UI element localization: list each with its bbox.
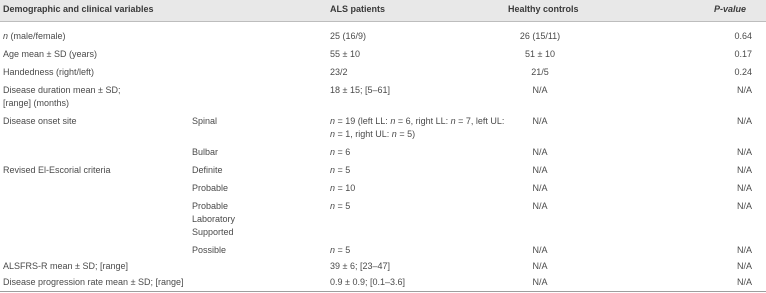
row-onset-spinal-p: N/A bbox=[736, 116, 752, 126]
row-handedness-als: 23/2 bbox=[330, 67, 348, 77]
row-n-variable: n (male/female) bbox=[3, 31, 66, 41]
row-progression-p: N/A bbox=[736, 277, 752, 287]
row-onset-variable: Disease onset site bbox=[3, 116, 77, 126]
row-elescorial-possible-p: N/A bbox=[736, 245, 752, 255]
row-elescorial-probable: Probable bbox=[192, 183, 229, 193]
row-duration-variable-line2: [range] (months) bbox=[3, 98, 70, 108]
row-age-variable: Age mean ± SD (years) bbox=[3, 49, 97, 59]
row-onset-bulbar-hc: N/A bbox=[532, 147, 548, 157]
row-elescorial-possible-als: n = 5 bbox=[330, 245, 351, 255]
row-handedness-variable: Handedness (right/left) bbox=[3, 67, 95, 77]
row-n-hc: 26 (15/11) bbox=[519, 31, 561, 41]
row-onset-spinal: Spinal bbox=[192, 116, 218, 126]
table-bottom-rule bbox=[0, 291, 766, 292]
row-age-als: 55 ± 10 bbox=[330, 49, 360, 59]
row-age-hc: 51 ± 10 bbox=[525, 49, 555, 59]
row-progression-hc: N/A bbox=[532, 277, 548, 287]
row-onset-bulbar: Bulbar bbox=[192, 147, 219, 157]
row-elescorial-definite-hc: N/A bbox=[532, 165, 548, 175]
row-handedness-hc: 21/5 bbox=[531, 67, 549, 77]
row-elescorial-variable: Revised El-Escorial criteria bbox=[3, 165, 111, 175]
row-alsfrs-als: 39 ± 6; [23–47] bbox=[330, 261, 390, 271]
row-elescorial-definite: Definite bbox=[192, 165, 223, 175]
row-onset-spinal-hc: N/A bbox=[532, 116, 548, 126]
row-onset-bulbar-als: n = 6 bbox=[330, 147, 351, 157]
table-header bbox=[0, 0, 766, 22]
row-alsfrs-variable: ALSFRS-R mean ± SD; [range] bbox=[3, 261, 128, 271]
row-progression-variable: Disease progression rate mean ± SD; [range] bbox=[3, 277, 184, 287]
header-variables: Demographic and clinical variables bbox=[3, 4, 154, 14]
header-als: ALS patients bbox=[330, 4, 386, 14]
row-duration-p: N/A bbox=[736, 85, 752, 95]
row-onset-spinal-als: n = 19 (left LL: n = 6, right LL: n = 7, left UL: bbox=[330, 116, 505, 126]
row-n-p: 0.64 bbox=[734, 31, 752, 41]
row-progression-als: 0.9 ± 0.9; [0.1–3.6] bbox=[330, 277, 405, 287]
row-elescorial-probable-lab-hc: N/A bbox=[532, 201, 548, 211]
row-elescorial-possible-hc: N/A bbox=[532, 245, 548, 255]
row-n-als: 25 (16/9) bbox=[330, 31, 367, 41]
row-alsfrs-p: N/A bbox=[736, 261, 752, 271]
row-duration-variable: Disease duration mean ± SD; bbox=[3, 85, 121, 95]
row-elescorial-definite-p: N/A bbox=[736, 165, 752, 175]
row-age-p: 0.17 bbox=[734, 49, 752, 59]
row-elescorial-probable-lab: Probable bbox=[192, 201, 229, 211]
header-controls: Healthy controls bbox=[508, 4, 579, 14]
row-onset-bulbar-p: N/A bbox=[736, 147, 752, 157]
row-handedness-p: 0.24 bbox=[734, 67, 752, 77]
row-alsfrs-hc: N/A bbox=[532, 261, 548, 271]
row-onset-spinal-als-line2: n = 1, right UL: n = 5) bbox=[330, 129, 416, 139]
row-elescorial-definite-als: n = 5 bbox=[330, 165, 351, 175]
row-elescorial-probable-lab-line2: Laboratory bbox=[192, 214, 236, 224]
row-elescorial-probable-lab-line3: Supported bbox=[192, 227, 234, 237]
row-elescorial-probable-hc: N/A bbox=[532, 183, 548, 193]
header-p-value: P-value bbox=[714, 4, 747, 14]
row-duration-als: 18 ± 15; [5–61] bbox=[330, 85, 390, 95]
row-elescorial-probable-als: n = 10 bbox=[330, 183, 356, 193]
row-duration-hc: N/A bbox=[532, 85, 548, 95]
row-elescorial-possible: Possible bbox=[192, 245, 227, 255]
row-elescorial-probable-p: N/A bbox=[736, 183, 752, 193]
row-elescorial-probable-lab-p: N/A bbox=[736, 201, 752, 211]
row-elescorial-probable-lab-als: n = 5 bbox=[330, 201, 351, 211]
